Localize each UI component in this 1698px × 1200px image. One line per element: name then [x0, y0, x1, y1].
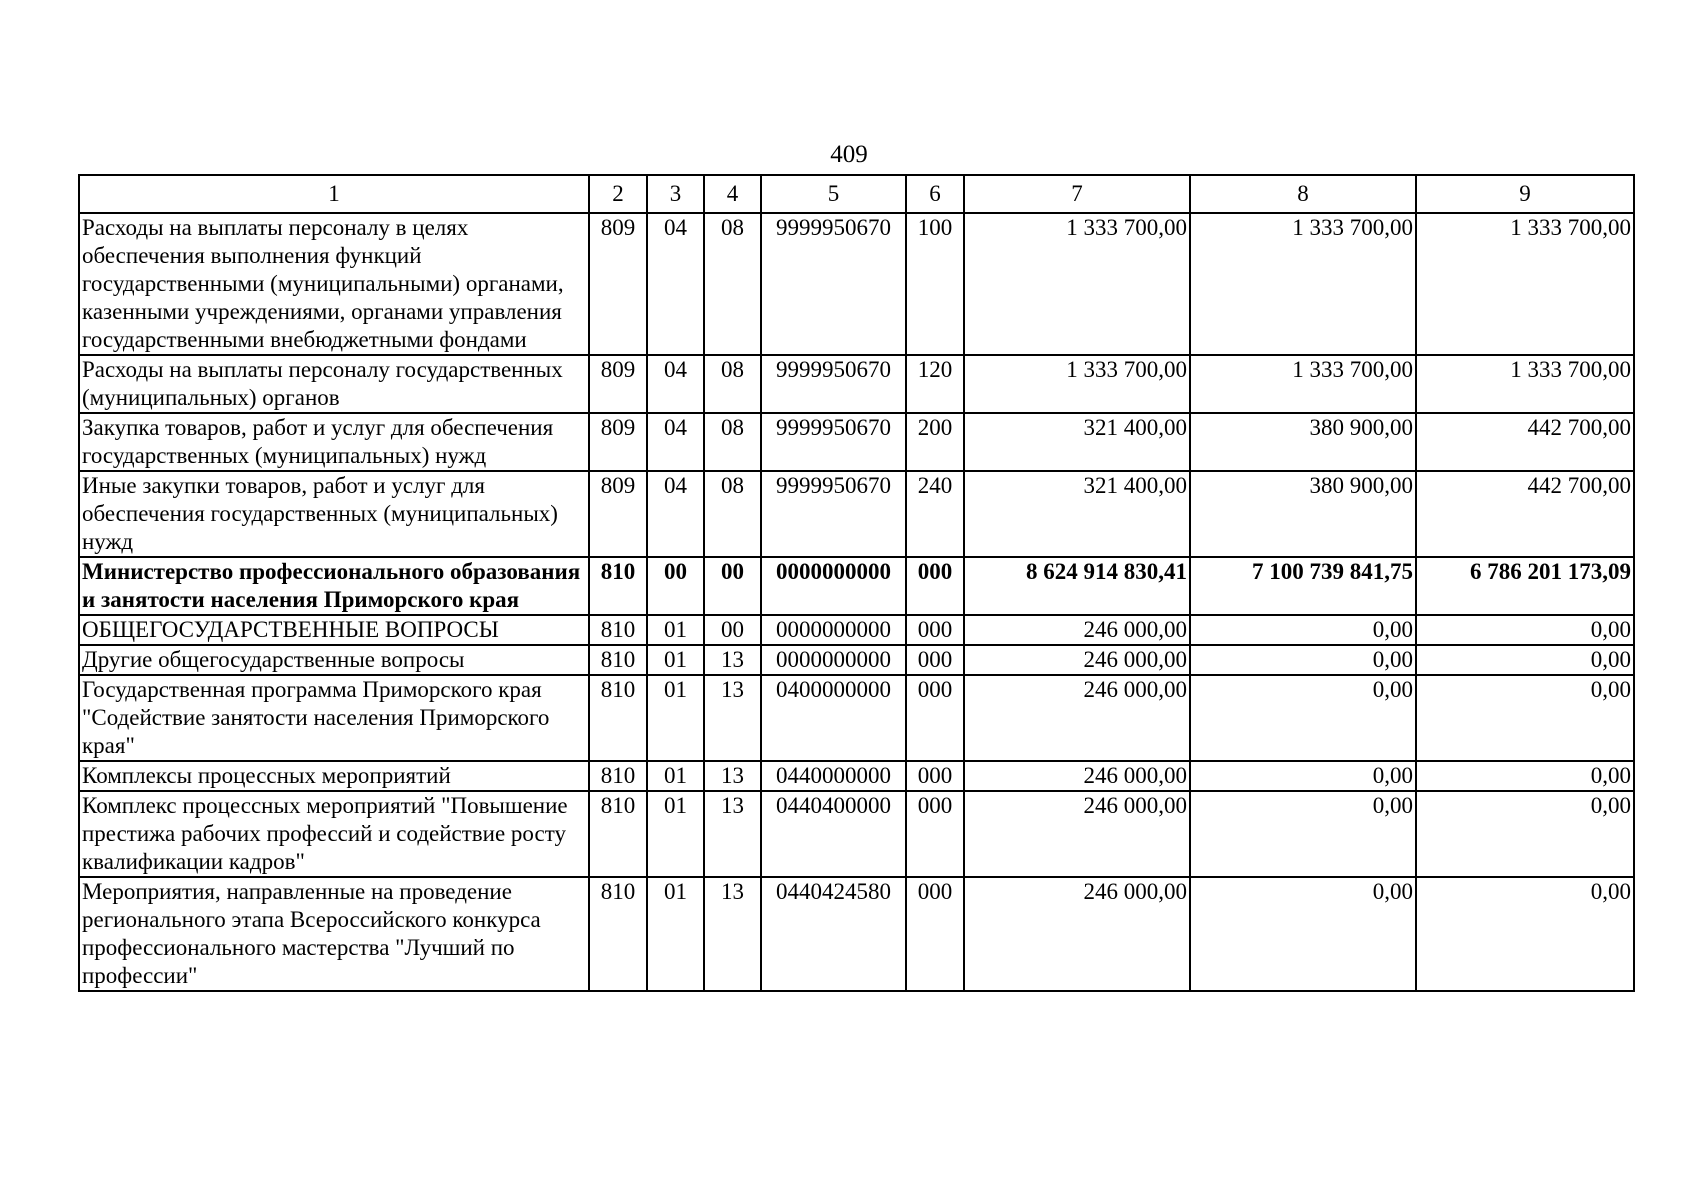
- amount-cell: 0,00: [1190, 877, 1416, 991]
- header-cell: 9: [1416, 175, 1634, 213]
- code-cell: 04: [647, 413, 704, 471]
- code-cell: 01: [647, 761, 704, 791]
- code-cell: 000: [906, 615, 964, 645]
- code-cell: 240: [906, 471, 964, 557]
- code-cell: 00: [647, 557, 704, 615]
- amount-cell: 246 000,00: [964, 675, 1190, 761]
- table-row: [79, 615, 1634, 645]
- row-name-cell: Министерство профессионального образования и занятости населения Приморского края: [79, 557, 589, 615]
- amount-cell: 246 000,00: [964, 761, 1190, 791]
- code-cell: 0000000000: [761, 645, 906, 675]
- code-cell: 810: [589, 615, 647, 645]
- row-name-cell: Мероприятия, направленные на проведение регионального этапа Всероссийского конкурса профессионального мастерства "Лучший по профессии": [79, 877, 589, 991]
- row-name-cell: Иные закупки товаров, работ и услуг для обеспечения государственных (муниципальных) нужд: [79, 471, 589, 557]
- code-cell: 000: [906, 675, 964, 761]
- table-row: [79, 471, 1634, 557]
- page-number: 409: [830, 141, 868, 168]
- amount-cell: 0,00: [1190, 791, 1416, 877]
- header-cell: 3: [647, 175, 704, 213]
- amount-cell: 0,00: [1190, 645, 1416, 675]
- header-cell: 4: [704, 175, 761, 213]
- header-cell: 7: [964, 175, 1190, 213]
- amount-cell: 246 000,00: [964, 791, 1190, 877]
- code-cell: 200: [906, 413, 964, 471]
- code-cell: 809: [589, 413, 647, 471]
- code-cell: 809: [589, 213, 647, 355]
- code-cell: 08: [704, 355, 761, 413]
- amount-cell: 246 000,00: [964, 615, 1190, 645]
- amount-cell: 0,00: [1416, 615, 1634, 645]
- amount-cell: 380 900,00: [1190, 471, 1416, 557]
- code-cell: 9999950670: [761, 213, 906, 355]
- amount-cell: 0,00: [1416, 761, 1634, 791]
- row-name-cell: Комплексы процессных мероприятий: [79, 761, 589, 791]
- header-cell: 1: [79, 175, 589, 213]
- code-cell: 000: [906, 791, 964, 877]
- header-cell: 6: [906, 175, 964, 213]
- code-cell: 13: [704, 645, 761, 675]
- table-row: [79, 645, 1634, 675]
- code-cell: 08: [704, 471, 761, 557]
- header-cell: 8: [1190, 175, 1416, 213]
- header-row: [79, 175, 1634, 213]
- amount-cell: 0,00: [1416, 791, 1634, 877]
- code-cell: 01: [647, 791, 704, 877]
- amount-cell: 321 400,00: [964, 413, 1190, 471]
- amount-cell: 246 000,00: [964, 645, 1190, 675]
- table-row: [79, 413, 1634, 471]
- code-cell: 01: [647, 675, 704, 761]
- code-cell: 13: [704, 877, 761, 991]
- amount-cell: 1 333 700,00: [1190, 355, 1416, 413]
- amount-cell: 321 400,00: [964, 471, 1190, 557]
- row-name-cell: Комплекс процессных мероприятий "Повышение престижа рабочих профессий и содействие росту квалификации кадров": [79, 791, 589, 877]
- code-cell: 120: [906, 355, 964, 413]
- code-cell: 000: [906, 557, 964, 615]
- row-name-cell: ОБЩЕГОСУДАРСТВЕННЫЕ ВОПРОСЫ: [79, 615, 589, 645]
- code-cell: 810: [589, 675, 647, 761]
- amount-cell: 380 900,00: [1190, 413, 1416, 471]
- amount-cell: 8 624 914 830,41: [964, 557, 1190, 615]
- amount-cell: 442 700,00: [1416, 413, 1634, 471]
- code-cell: 00: [704, 557, 761, 615]
- code-cell: 08: [704, 413, 761, 471]
- amount-cell: 0,00: [1416, 877, 1634, 991]
- row-name-cell: Расходы на выплаты персоналу государственных (муниципальных) органов: [79, 355, 589, 413]
- amount-cell: 1 333 700,00: [964, 355, 1190, 413]
- code-cell: 0440400000: [761, 791, 906, 877]
- code-cell: 00: [704, 615, 761, 645]
- amount-cell: 0,00: [1190, 615, 1416, 645]
- row-name-cell: Расходы на выплаты персоналу в целях обеспечения выполнения функций государственными (муниципальными) органами, казенными учреждениями, органами управления государственными внебюджетными фондами: [79, 213, 589, 355]
- code-cell: 810: [589, 877, 647, 991]
- code-cell: 04: [647, 471, 704, 557]
- code-cell: 810: [589, 557, 647, 615]
- code-cell: 04: [647, 355, 704, 413]
- header-cell: 2: [589, 175, 647, 213]
- code-cell: 000: [906, 645, 964, 675]
- amount-cell: 0,00: [1416, 645, 1634, 675]
- code-cell: 0000000000: [761, 615, 906, 645]
- code-cell: 809: [589, 355, 647, 413]
- amount-cell: 1 333 700,00: [1416, 213, 1634, 355]
- table-row: [79, 877, 1634, 991]
- amount-cell: 0,00: [1416, 675, 1634, 761]
- code-cell: 0440424580: [761, 877, 906, 991]
- budget-table: [78, 174, 1635, 992]
- code-cell: 13: [704, 761, 761, 791]
- code-cell: 13: [704, 675, 761, 761]
- amount-cell: 1 333 700,00: [1416, 355, 1634, 413]
- code-cell: 04: [647, 213, 704, 355]
- code-cell: 810: [589, 761, 647, 791]
- amount-cell: 442 700,00: [1416, 471, 1634, 557]
- table-row: [79, 557, 1634, 615]
- row-name-cell: Государственная программа Приморского края "Содействие занятости населения Приморского края": [79, 675, 589, 761]
- row-name-cell: Закупка товаров, работ и услуг для обеспечения государственных (муниципальных) нужд: [79, 413, 589, 471]
- code-cell: 01: [647, 645, 704, 675]
- amount-cell: 0,00: [1190, 761, 1416, 791]
- amount-cell: 1 333 700,00: [964, 213, 1190, 355]
- code-cell: 0400000000: [761, 675, 906, 761]
- amount-cell: 7 100 739 841,75: [1190, 557, 1416, 615]
- code-cell: 08: [704, 213, 761, 355]
- table-body: [79, 213, 1634, 991]
- code-cell: 9999950670: [761, 413, 906, 471]
- code-cell: 809: [589, 471, 647, 557]
- code-cell: 13: [704, 791, 761, 877]
- amount-cell: 0,00: [1190, 675, 1416, 761]
- amount-cell: 1 333 700,00: [1190, 213, 1416, 355]
- table-row: [79, 761, 1634, 791]
- code-cell: 0440000000: [761, 761, 906, 791]
- code-cell: 01: [647, 877, 704, 991]
- code-cell: 0000000000: [761, 557, 906, 615]
- code-cell: 000: [906, 877, 964, 991]
- code-cell: 9999950670: [761, 471, 906, 557]
- amount-cell: 246 000,00: [964, 877, 1190, 991]
- table-row: [79, 355, 1634, 413]
- code-cell: 810: [589, 791, 647, 877]
- header-cell: 5: [761, 175, 906, 213]
- code-cell: 9999950670: [761, 355, 906, 413]
- row-name-cell: Другие общегосударственные вопросы: [79, 645, 589, 675]
- table-row: [79, 213, 1634, 355]
- code-cell: 810: [589, 645, 647, 675]
- table-row: [79, 791, 1634, 877]
- table-row: [79, 675, 1634, 761]
- code-cell: 100: [906, 213, 964, 355]
- code-cell: 000: [906, 761, 964, 791]
- code-cell: 01: [647, 615, 704, 645]
- amount-cell: 6 786 201 173,09: [1416, 557, 1634, 615]
